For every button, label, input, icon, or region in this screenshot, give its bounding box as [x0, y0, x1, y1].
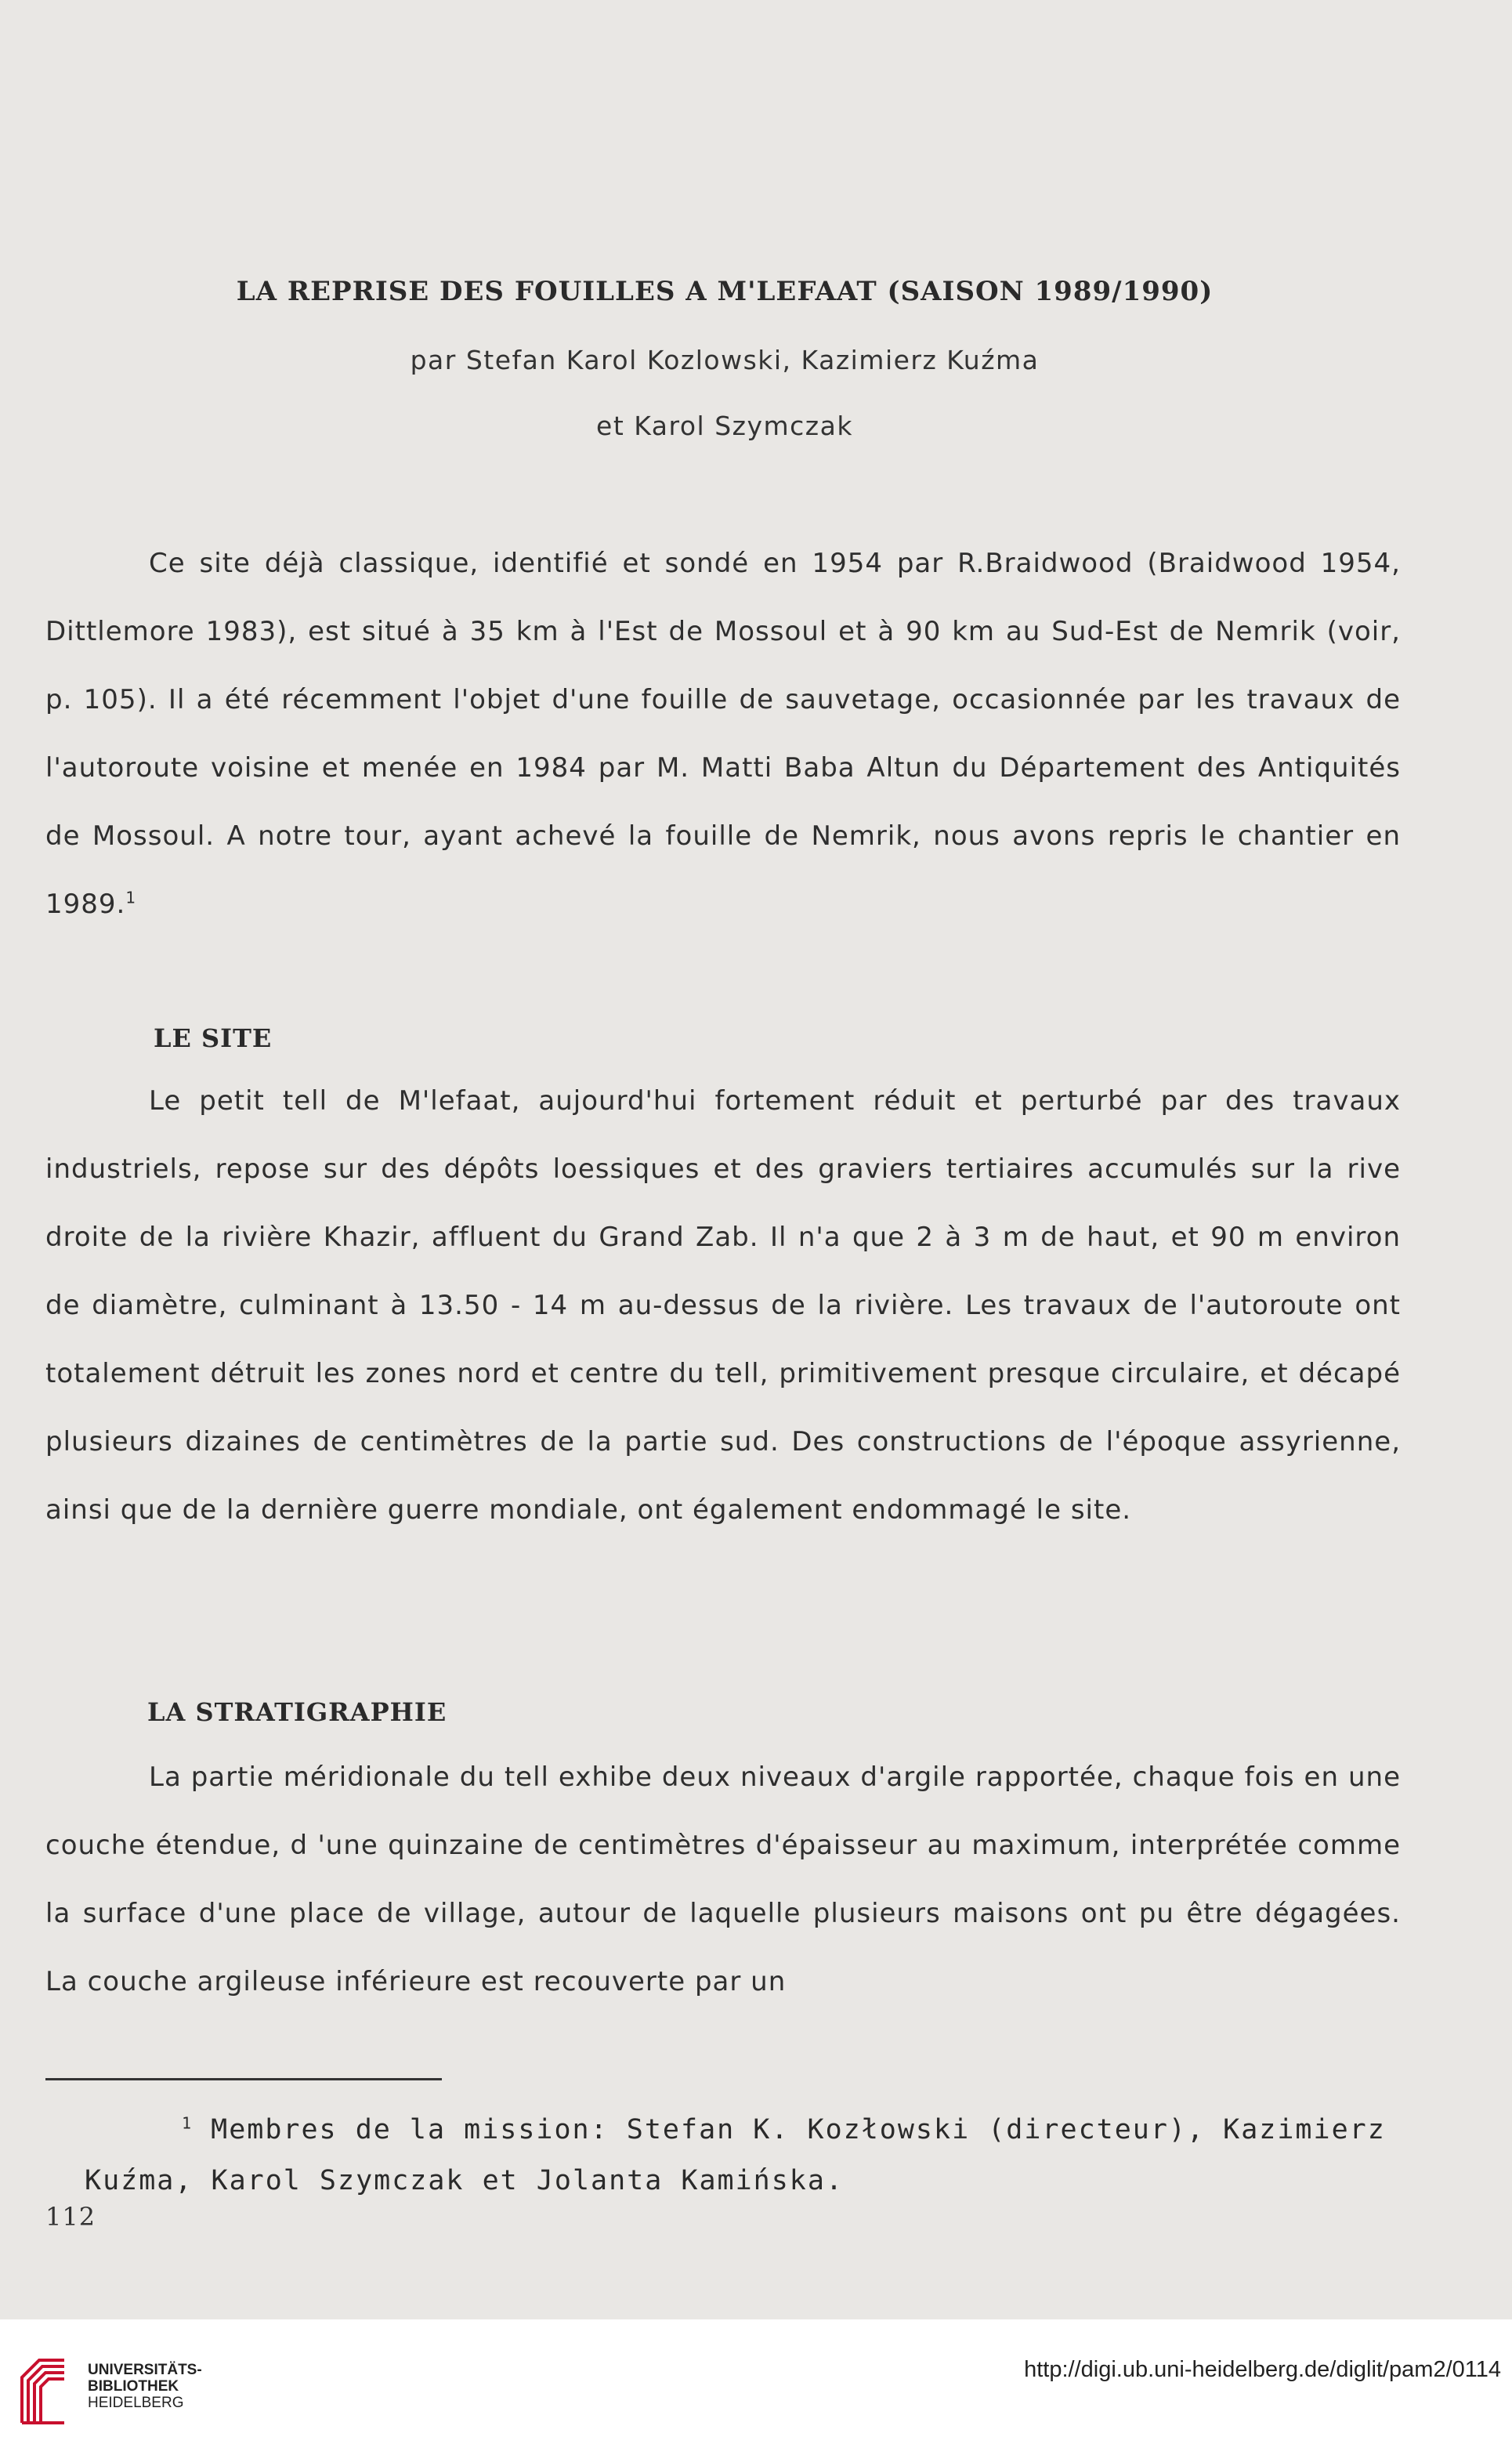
source-url-link[interactable]: http://digi.ub.uni-heidelberg.de/diglit/pam2/0114	[1024, 2357, 1501, 2382]
footnote	[85, 2105, 1416, 2207]
library-name-line1: UNIVERSITÄTS-	[88, 2362, 202, 2378]
page-number: 112	[45, 2202, 96, 2232]
site-paragraph	[45, 1067, 1401, 1544]
ub-heidelberg-logo-icon	[16, 2354, 71, 2426]
site-text: Le petit tell de M'lefaat, aujourd'hui fortement réduit et perturbé par des travaux industriels, repose sur des dépôts loessiques et des graviers tertiaires accumulés sur la rive droite de la rivière Khazir, affluent du Grand Zab. Il n'a que 2 à 3 m de haut, et 90 m environ de diamètre, culminant à 13.50 - 14 m au-dessus de la rivière. Les travaux de l'autoroute ont totalement détruit les zones nord et centre du tell, primitivement presque circulaire, et décapé plusieurs dizaines de centimètres de la partie sud. Des constructions de l'époque assyrienne, ainsi que de la dernière guerre mondiale, ont également endommagé le site.	[45, 1085, 1401, 1526]
library-name-line2: BIBLIOTHEK	[88, 2378, 179, 2395]
intro-paragraph	[45, 530, 1401, 939]
library-name	[88, 2362, 202, 2411]
article-title: LA REPRISE DES FOUILLES A M'LEFAAT (SAISON 1989/1990)	[236, 276, 1214, 307]
footnote-reference: 1	[125, 888, 137, 907]
section-heading-stratigraphy: LA STRATIGRAPHIE	[147, 1697, 447, 1727]
footnote-divider	[45, 2078, 442, 2080]
section-heading-site: LE SITE	[154, 1023, 273, 1053]
byline-authors: par Stefan Karol Kozlowski, Kazimierz Kuźma	[410, 345, 1040, 375]
stratigraphy-paragraph	[45, 1743, 1401, 2016]
footnote-marker: 1	[182, 2113, 194, 2133]
library-name-line3: HEIDELBERG	[88, 2395, 184, 2411]
intro-text: Ce site déjà classique, identifié et sondé en 1954 par R.Braidwood (Braidwood 1954, Dittlemore 1983), est situé à 35 km à l'Est de Mossoul et à 90 km au Sud-Est de Nemrik (voir, p. 105). Il a été récemment l'objet d'une fouille de sauvetage, occasionnée par les travaux de l'autoroute voisine et menée en 1984 par M. Matti Baba Altun du Département des Antiquités de Mossoul. A notre tour, ayant achevé la fouille de Nemrik, nous avons repris le chantier en 1989.	[45, 548, 1401, 920]
footnote-text: Membres de la mission: Stefan K. Kozłowski (directeur), Kazimierz Kuźma, Karol Szymczak et Jolanta Kamińska.	[85, 2114, 1386, 2196]
stratigraphy-text: La partie méridionale du tell exhibe deux niveaux d'argile rapportée, chaque fois en une couche étendue, d 'une quinzaine de centimètres d'épaisseur au maximum, interprétée comme la surface d'une place de village, autour de laquelle plusieurs maisons ont pu être dégagées. La couche argileuse inférieure est recouverte par un	[45, 1761, 1401, 1997]
byline-authors-continued: et Karol Szymczak	[596, 411, 853, 441]
